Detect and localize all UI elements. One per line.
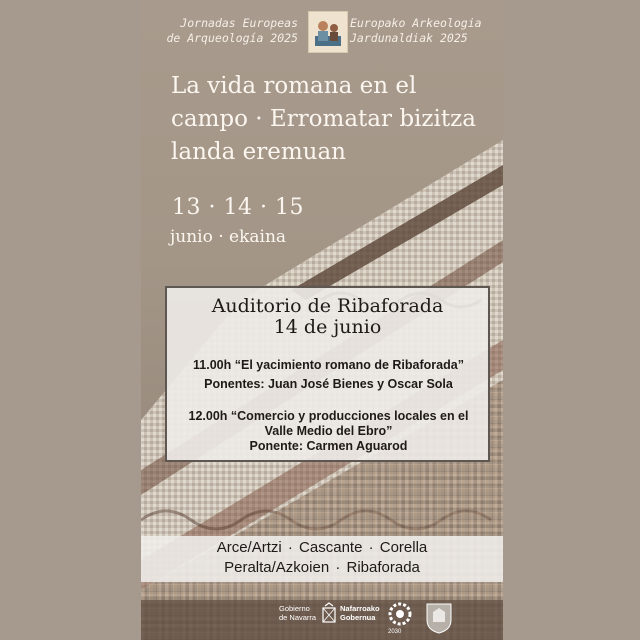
archaeology-logo	[308, 11, 348, 53]
header-left-text	[163, 16, 298, 46]
header-left-line2: de Arqueología 2025	[166, 31, 298, 45]
towns-line2: Peralta/Azkoien · Ribaforada	[224, 559, 420, 576]
event-poster	[141, 0, 503, 640]
header-left-line1: Jornadas Europeas	[180, 16, 298, 30]
nafarroako-gobernua-label	[340, 604, 380, 622]
event-days: 13 · 14 · 15	[172, 195, 304, 220]
program-box	[165, 286, 490, 462]
header-right-line2: Jardunaldiak 2025	[350, 31, 468, 45]
talk-2-title-line2: Valle Medio del Ebro”	[264, 424, 393, 438]
header	[141, 10, 503, 58]
agenda-2030-icon	[388, 602, 412, 626]
towns-banner	[141, 536, 503, 582]
talk-1-speakers: Ponentes: Juan José Bienes y Oscar Sola	[204, 377, 453, 391]
venue-block	[167, 296, 488, 338]
event-months: junio · ekaina	[170, 227, 287, 247]
venue-date: 14 de junio	[273, 316, 382, 338]
gobierno-navarra-label	[279, 604, 316, 622]
talk-1-title: 11.00h “El yacimiento romano de Ribaforada”	[193, 358, 464, 372]
gov-eu-line2: Gobernua	[340, 613, 376, 622]
navarra-coat-of-arms-icon	[321, 602, 337, 626]
gov-es-line2: de Navarra	[279, 613, 317, 622]
header-right-line1: Europako Arkeologia	[350, 16, 482, 30]
footer-logos	[141, 596, 503, 640]
talk-2	[173, 409, 484, 454]
institution-seal-icon	[424, 600, 454, 634]
header-right-text	[350, 16, 500, 46]
event-title	[171, 70, 496, 169]
talk-1	[173, 358, 484, 392]
agenda-2030-label: 2030	[388, 629, 402, 635]
gov-eu-line1: Nafarroako	[340, 604, 380, 613]
title-line1: La vida romana en el	[171, 73, 417, 99]
towns-line1: Arce/Artzi · Cascante · Corella	[216, 539, 428, 556]
title-line2: campo · Erromatar bizitza	[171, 106, 476, 132]
talk-2-speaker: Ponente: Carmen Aguarod	[249, 439, 408, 453]
venue-name: Auditorio de Ribaforada	[211, 295, 444, 317]
gov-es-line1: Gobierno	[279, 604, 310, 613]
title-line3: landa eremuan	[171, 139, 346, 165]
talk-2-title-line1: 12.00h “Comercio y producciones locales en el	[188, 409, 469, 423]
